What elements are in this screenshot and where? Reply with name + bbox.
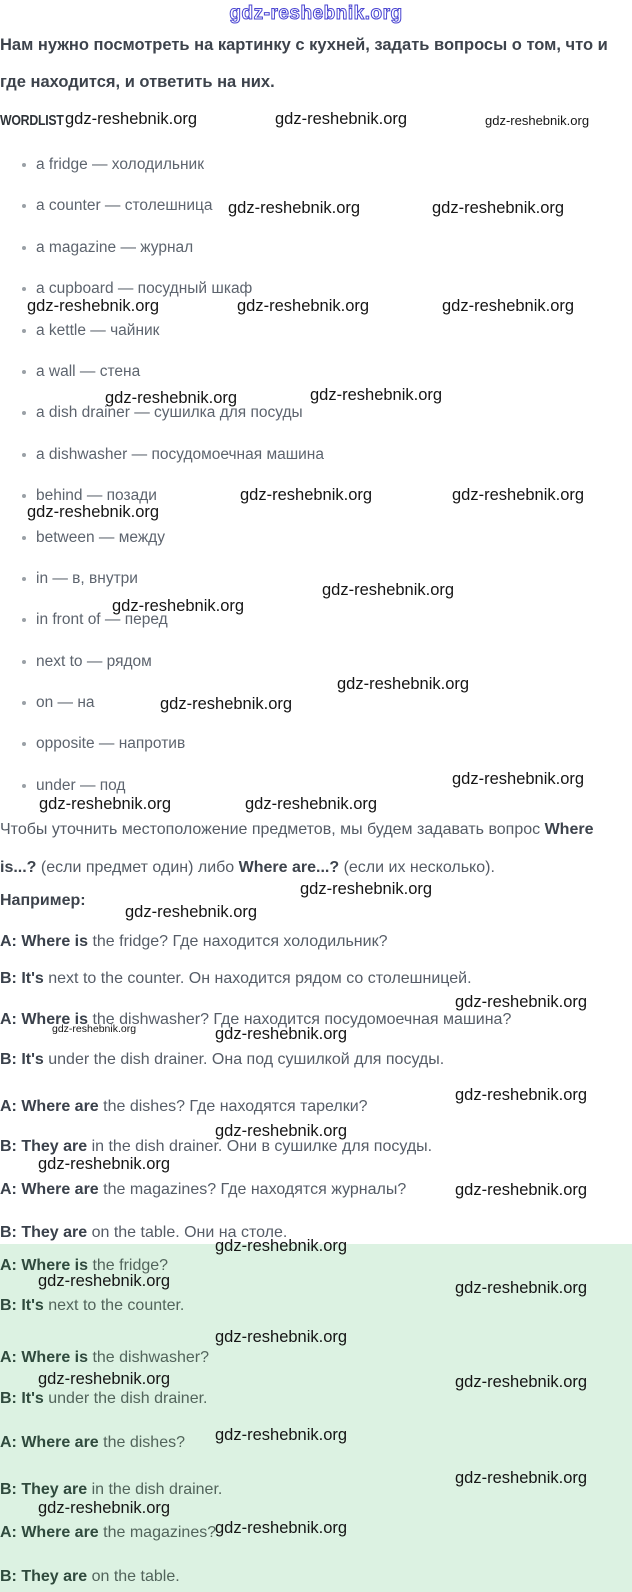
watermark-text: gdz-reshebnik.org	[240, 486, 373, 504]
task-description: Нам нужно посмотреть на картинку с кухней, задать вопросы о том, что и где находится, и ответить на них.	[0, 36, 608, 91]
watermark-text: gdz-reshebnik.org	[105, 389, 238, 407]
answer-speaker: A: Where are	[0, 1524, 99, 1541]
dialog-speaker: B: They are	[0, 1224, 88, 1241]
dialog-text: next to the counter. Он находится рядом со столешницей.	[43, 970, 472, 987]
answer-speaker: B: They are	[0, 1568, 88, 1585]
watermark-text: gdz-reshebnik.org	[337, 675, 470, 693]
wordlist-item: behind — позади	[0, 475, 632, 516]
dialog-line	[0, 1051, 632, 1069]
wordlist-item: opposite — напротив	[0, 723, 632, 764]
answer-speaker: B: It's	[0, 1390, 44, 1407]
explanation-text: (если их несколько).	[339, 859, 495, 876]
explanation-text: (если предмет один) либо	[36, 859, 239, 876]
watermark-text: gdz-reshebnik.org	[38, 1155, 171, 1173]
answer-speaker: B: They are	[0, 1481, 88, 1498]
watermark-text: gdz-reshebnik.org	[38, 1272, 171, 1290]
watermark-text: gdz-reshebnik.org	[322, 581, 455, 599]
answer-text: next to the counter.	[43, 1297, 185, 1314]
wordlist-item: under — под	[0, 765, 632, 806]
watermark-text: gdz-reshebnik.org	[52, 1023, 137, 1035]
answer-line	[0, 1297, 632, 1315]
watermark-text: gdz-reshebnik.org	[300, 880, 433, 898]
wordlist-item: a dishwasher — посудомоечная машина	[0, 434, 632, 475]
wordlist-item: a dish drainer — сушилка для посуды	[0, 392, 632, 433]
watermark-text: gdz-reshebnik.org	[455, 1086, 588, 1104]
dialog-speaker: A: Where are	[0, 1181, 99, 1198]
watermark-text: gdz-reshebnik.org	[442, 297, 575, 315]
watermark-text: gdz-reshebnik.org	[237, 297, 370, 315]
wordlist-item: a fridge — холодильник	[0, 144, 632, 185]
answer-text: the magazines?	[98, 1524, 217, 1541]
watermark-text: gdz-reshebnik.org	[245, 795, 378, 813]
answer-text: the dishes?	[98, 1434, 185, 1451]
dialog-speaker: A: Where are	[0, 1098, 99, 1115]
watermark-text: gdz-reshebnik.org	[125, 903, 258, 921]
watermark-text: gdz-reshebnik.org	[215, 1328, 348, 1346]
watermark-text: gdz-reshebnik.org	[432, 199, 565, 217]
answer-line	[0, 1568, 632, 1586]
watermark-text: gdz-reshebnik.org	[65, 110, 198, 128]
wordlist-item: a magazine — журнал	[0, 227, 632, 268]
dialog-speaker: B: It's	[0, 970, 44, 987]
wordlist-item: in — в, внутри	[0, 558, 632, 599]
watermark-text: gdz-reshebnik.org	[455, 1469, 588, 1487]
watermark-text: gdz-reshebnik.org	[485, 113, 590, 128]
answer-text: the dishwasher?	[88, 1349, 209, 1366]
dialog-line	[0, 933, 632, 951]
dialog-speaker: B: It's	[0, 1051, 44, 1068]
wordlist-item: a counter — столешница	[0, 185, 632, 226]
example-label: Например:	[0, 892, 86, 909]
wordlist-item: next to — рядом	[0, 641, 632, 682]
watermark-text: gdz-reshebnik.org	[215, 1122, 348, 1140]
watermark-text: gdz-reshebnik.org	[455, 1181, 588, 1199]
dialog-text: the magazines? Где находятся журналы?	[98, 1181, 407, 1198]
answer-line	[0, 1390, 632, 1408]
where-are-term: Where are...?	[238, 859, 340, 876]
answer-speaker: A: Where are	[0, 1434, 99, 1451]
dialog-speaker: A: Where is	[0, 933, 89, 950]
answer-speaker: A: Where is	[0, 1257, 89, 1274]
wordlist-item: a cupboard — посудный шкаф	[0, 268, 632, 309]
dialog-speaker: B: They are	[0, 1138, 88, 1155]
watermark-text: gdz-reshebnik.org	[215, 1025, 348, 1043]
wordlist	[0, 144, 632, 806]
answer-text: under the dish drainer.	[43, 1390, 208, 1407]
answer-text: in the dish drainer.	[87, 1481, 223, 1498]
watermark-text: gdz-reshebnik.org	[215, 1237, 348, 1255]
dialog-text: on the table. Они на столе.	[87, 1224, 288, 1241]
watermark-text: gdz-reshebnik.org	[455, 1373, 588, 1391]
watermark-text: gdz-reshebnik.org	[452, 486, 585, 504]
watermark-text: gdz-reshebnik.org	[310, 386, 443, 404]
site-watermark-header: gdz-reshebnik.org	[229, 3, 403, 24]
dialog-speaker: A: Where is	[0, 1011, 89, 1028]
watermark-text: gdz-reshebnik.org	[275, 110, 408, 128]
wordlist-item: a kettle — чайник	[0, 310, 632, 351]
watermark-text: gdz-reshebnik.org	[27, 503, 160, 521]
watermark-text: gdz-reshebnik.org	[27, 297, 160, 315]
watermark-text: gdz-reshebnik.org	[112, 597, 245, 615]
watermark-text: gdz-reshebnik.org	[452, 770, 585, 788]
dialog-text: the dishwasher? Где находится посудомоечная машина?	[88, 1011, 512, 1028]
answer-text: the fridge?	[88, 1257, 169, 1274]
answer-speaker: A: Where is	[0, 1349, 89, 1366]
watermark-text: gdz-reshebnik.org	[38, 1370, 171, 1388]
explanation-text: Чтобы уточнить местоположение предметов, мы будем задавать вопрос	[0, 821, 545, 838]
wordlist-item: between — между	[0, 517, 632, 558]
wordlist-item: in front of — перед	[0, 599, 632, 640]
watermark-text: gdz-reshebnik.org	[39, 795, 172, 813]
dialog-text: the dishes? Где находятся тарелки?	[98, 1098, 368, 1115]
where-is-term: Where is...?	[0, 821, 594, 876]
wordlist-label: WORDLIST	[0, 112, 64, 129]
dialog-text: the fridge? Где находится холодильник?	[88, 933, 388, 950]
dialog-line	[0, 970, 632, 988]
wordlist-item: a wall — стена	[0, 351, 632, 392]
watermark-text: gdz-reshebnik.org	[455, 993, 588, 1011]
watermark-text: gdz-reshebnik.org	[228, 199, 361, 217]
explanation-paragraph	[0, 811, 632, 887]
wordlist-item: on — на	[0, 682, 632, 723]
dialog-text: under the dish drainer. Она под сушилкой для посуды.	[43, 1051, 445, 1068]
answer-speaker: B: It's	[0, 1297, 44, 1314]
dialog-text: in the dish drainer. Они в сушилке для посуды.	[87, 1138, 433, 1155]
watermark-text: gdz-reshebnik.org	[215, 1426, 348, 1444]
watermark-text: gdz-reshebnik.org	[38, 1499, 171, 1517]
watermark-text: gdz-reshebnik.org	[160, 695, 293, 713]
watermark-text: gdz-reshebnik.org	[215, 1519, 348, 1537]
answer-text: on the table.	[87, 1568, 180, 1585]
watermark-text: gdz-reshebnik.org	[455, 1279, 588, 1297]
answer-line	[0, 1349, 632, 1367]
